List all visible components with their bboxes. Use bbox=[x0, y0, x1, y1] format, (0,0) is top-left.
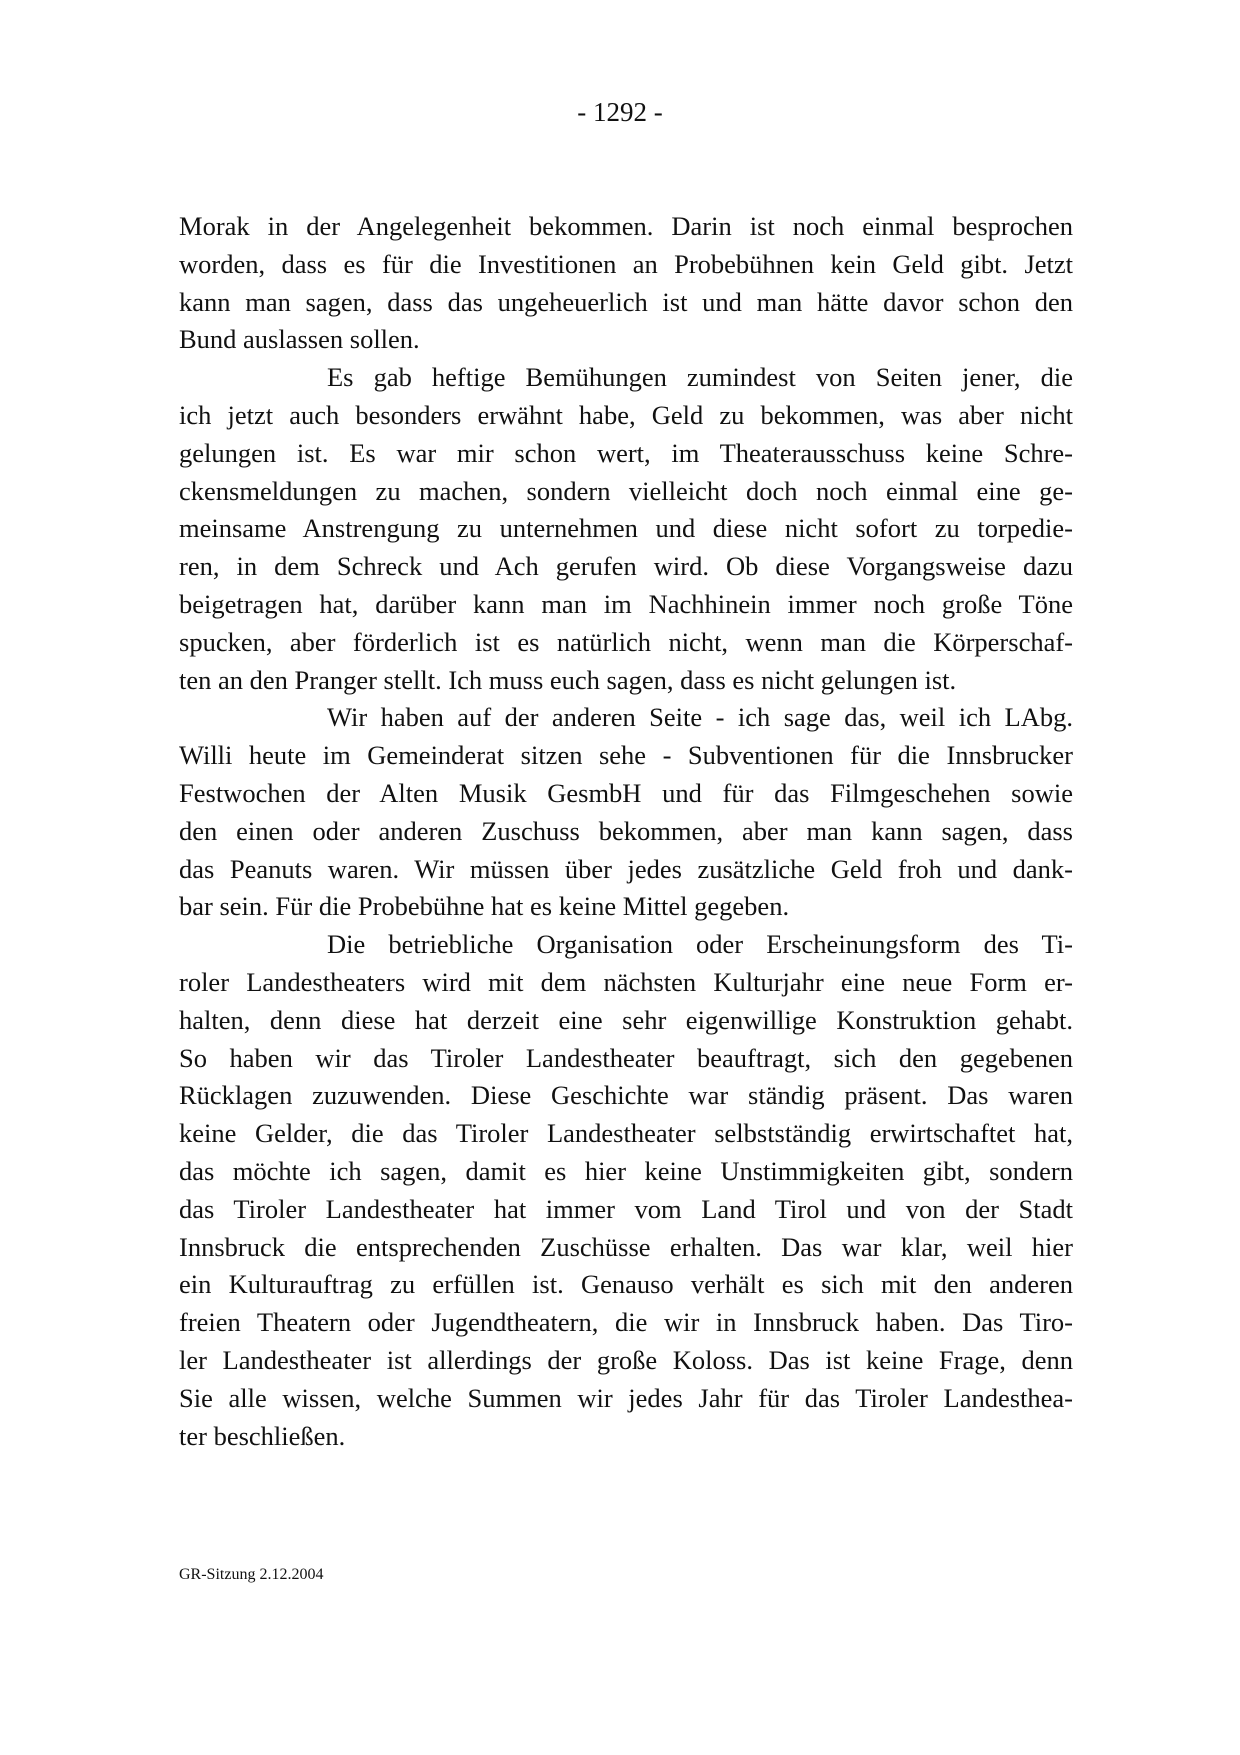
text-line: ein Kulturauftrag zu erfüllen ist. Genauso verhält es sich mit den anderen bbox=[179, 1269, 1073, 1300]
text-line: bar sein. Für die Probebühne hat es keine Mittel gegeben. bbox=[179, 891, 790, 922]
text-line: das möchte ich sagen, damit es hier keine Unstimmigkeiten gibt, sondern bbox=[179, 1155, 1073, 1186]
text-line: freien Theatern oder Jugendtheatern, die wir in Innsbruck haben. Das Tiro- bbox=[179, 1307, 1073, 1338]
text-line: So haben wir das Tiroler Landestheater beauftragt, sich den gegebenen bbox=[179, 1042, 1073, 1073]
text-line: worden, dass es für die Investitionen an Probebühnen kein Geld gibt. Jetzt bbox=[179, 248, 1073, 279]
text-line: beigetragen hat, darüber kann man im Nachhinein immer noch große Töne bbox=[179, 588, 1073, 619]
text-line: Sie alle wissen, welche Summen wir jedes Jahr für das Tiroler Landesthea- bbox=[179, 1382, 1073, 1413]
text-line: das Peanuts waren. Wir müssen über jedes zusätzliche Geld froh und dank- bbox=[179, 853, 1073, 884]
page-number: - 1292 - bbox=[577, 97, 663, 127]
text-line: ren, in dem Schreck und Ach gerufen wird. Ob diese Vorgangsweise dazu bbox=[179, 551, 1073, 582]
text-line: Rücklagen zuzuwenden. Diese Geschichte war ständig präsent. Das waren bbox=[179, 1080, 1073, 1111]
text-line: halten, denn diese hat derzeit eine sehr eigenwillige Konstruktion gehabt. bbox=[179, 1004, 1073, 1035]
text-line: gelungen ist. Es war mir schon wert, im Theaterausschuss keine Schre- bbox=[179, 437, 1073, 468]
text-line: ckensmeldungen zu machen, sondern vielleicht doch noch einmal eine ge- bbox=[179, 475, 1073, 506]
text-line: ich jetzt auch besonders erwähnt habe, Geld zu bekommen, was aber nicht bbox=[179, 399, 1073, 430]
text-line: das Tiroler Landestheater hat immer vom Land Tirol und von der Stadt bbox=[179, 1193, 1073, 1224]
text-line: meinsame Anstrengung zu unternehmen und diese nicht sofort zu torpedie- bbox=[179, 513, 1073, 544]
body-text bbox=[179, 208, 1073, 1455]
text-line: Bund auslassen sollen. bbox=[179, 324, 420, 355]
text-line: spucken, aber förderlich ist es natürlich nicht, wenn man die Körperschaf- bbox=[179, 626, 1073, 657]
text-line: kann man sagen, dass das ungeheuerlich ist und man hätte davor schon den bbox=[179, 286, 1073, 317]
text-line: Willi heute im Gemeinderat sitzen sehe - Subventionen für die Innsbrucker bbox=[179, 740, 1073, 771]
text-line: Morak in der Angelegenheit bekommen. Darin ist noch einmal besprochen bbox=[179, 211, 1073, 241]
text-line: ten an den Pranger stellt. Ich muss euch sagen, dass es nicht gelungen ist. bbox=[179, 664, 957, 695]
text-line: Es gab heftige Bemühungen zumindest von Seiten jener, die bbox=[327, 362, 1073, 393]
text-line: ter beschließen. bbox=[179, 1420, 346, 1451]
text-line: den einen oder anderen Zuschuss bekommen, aber man kann sagen, dass bbox=[179, 815, 1073, 846]
text-line: Festwochen der Alten Musik GesmbH und für das Filmgeschehen sowie bbox=[179, 777, 1073, 808]
text-line: roler Landestheaters wird mit dem nächsten Kulturjahr eine neue Form er- bbox=[179, 966, 1073, 997]
text-line: keine Gelder, die das Tiroler Landestheater selbstständig erwirtschaftet hat, bbox=[179, 1118, 1073, 1149]
text-line: ler Landestheater ist allerdings der große Koloss. Das ist keine Frage, denn bbox=[179, 1344, 1073, 1375]
text-line: Die betriebliche Organisation oder Erscheinungsform des Ti- bbox=[327, 929, 1073, 960]
footer-text: GR-Sitzung 2.12.2004 bbox=[179, 1566, 324, 1583]
text-line: Wir haben auf der anderen Seite - ich sage das, weil ich LAbg. bbox=[327, 702, 1073, 733]
text-line: Innsbruck die entsprechenden Zuschüsse erhalten. Das war klar, weil hier bbox=[179, 1231, 1073, 1262]
